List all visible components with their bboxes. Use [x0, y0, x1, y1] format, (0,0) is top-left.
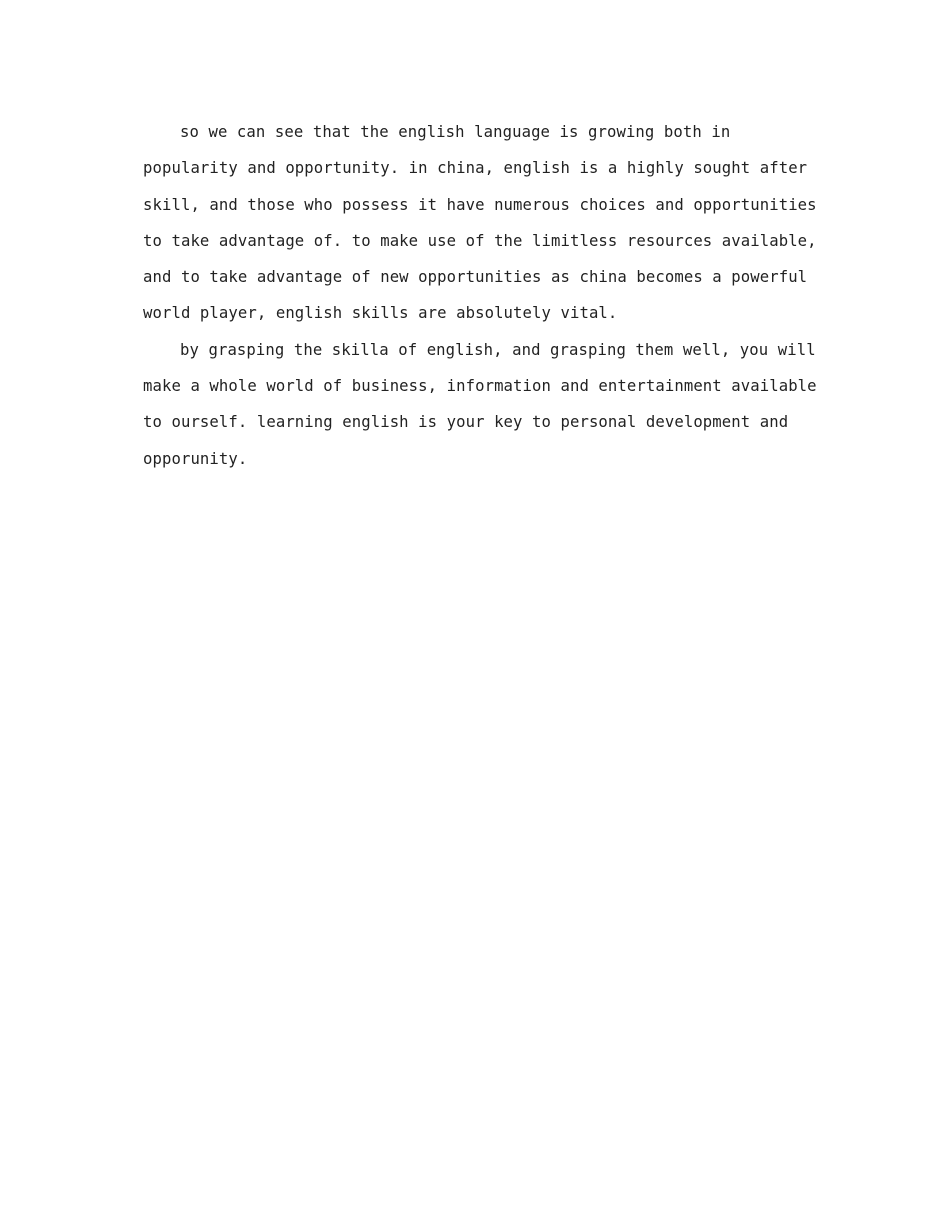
- paragraph-line: popularity and opportunity. in china, english is a highly sought after: [143, 159, 808, 178]
- paragraph-2: [143, 332, 823, 477]
- paragraph-line: to ourself. learning english is your key to personal development and: [143, 413, 789, 432]
- paragraph-line: opporunity.: [143, 449, 248, 468]
- paragraph-1: [143, 114, 823, 332]
- paragraph-line: world player, english skills are absolutely vital.: [143, 304, 618, 323]
- paragraph-line: so we can see that the english language is growing both in: [180, 123, 731, 141]
- paragraph-line: to take advantage of. to make use of the limitless resources available,: [143, 231, 817, 250]
- paragraph-line: make a whole world of business, information and entertainment available: [143, 377, 817, 396]
- document-body: [143, 114, 823, 477]
- paragraph-line: and to take advantage of new opportunities as china becomes a powerful: [143, 268, 808, 287]
- paragraph-line: skill, and those who possess it have numerous choices and opportunities: [143, 195, 817, 214]
- paragraph-line: by grasping the skilla of english, and grasping them well, you will: [180, 340, 816, 359]
